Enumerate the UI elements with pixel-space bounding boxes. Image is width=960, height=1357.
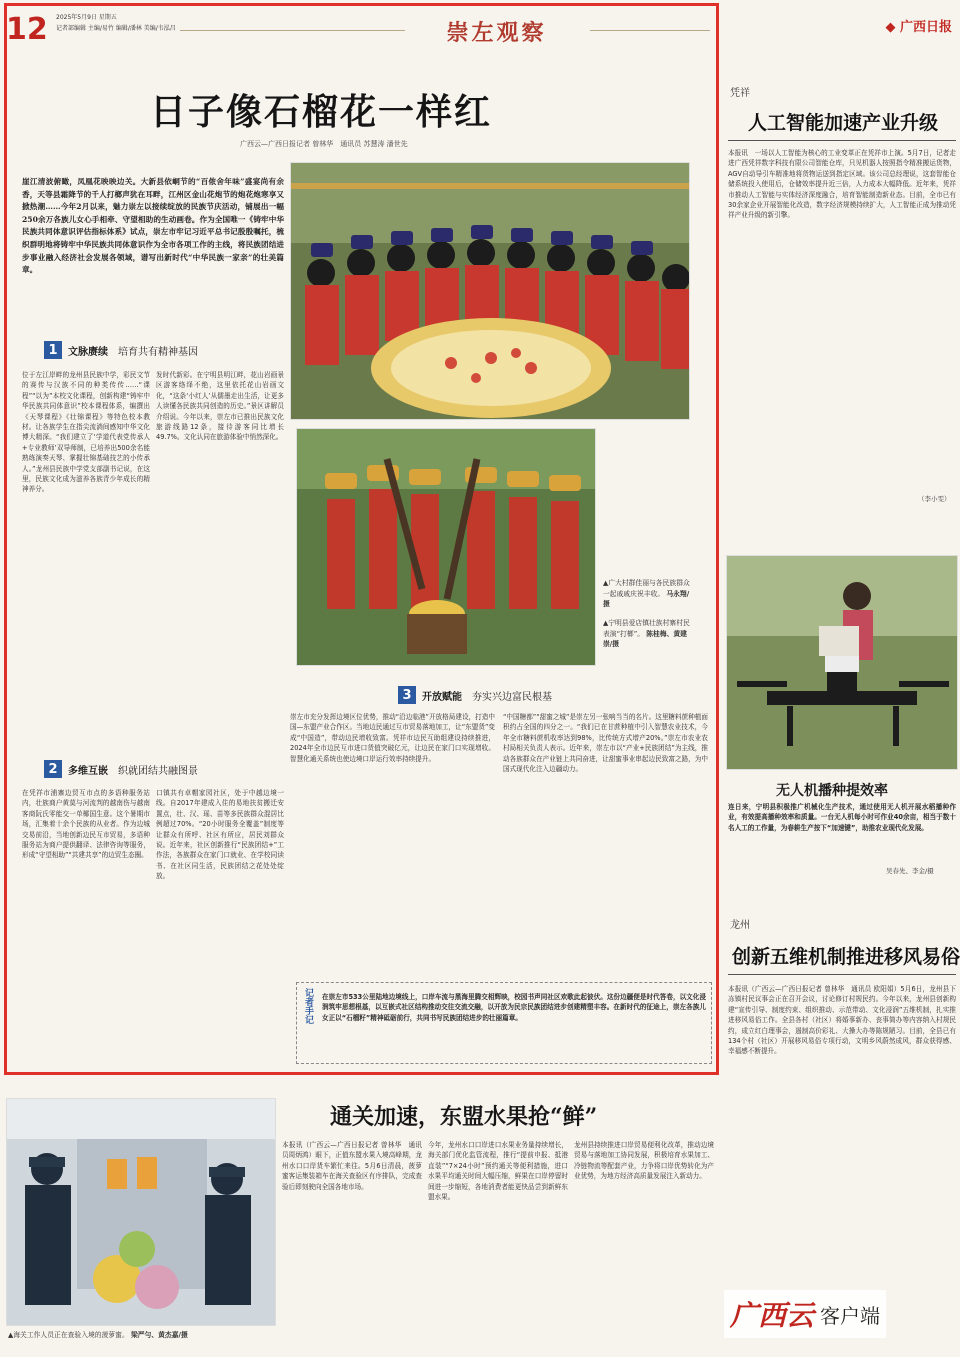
caption-pointer-icon: ▲ [8,1331,14,1339]
page-number: 12 [6,12,48,47]
app-suffix: 客户端 [820,1303,881,1328]
bottom-photo-credit: 梁严勻、黄杰嘉/摄 [130,1331,188,1339]
bottom-photo-caption-text: 海关工作人员正在查验入境的菠萝蜜。 [13,1331,129,1339]
section-3-header [398,686,556,704]
main-headline: 日子像石榴花一样红 [150,91,493,133]
photo-rice-pounding-image [297,429,596,666]
col1-text: 位于左江岸畔的龙州县民族中学，彩民文节的赛传与汉族不同的种类传传……“课程”“以为”本校文化课程，创新构建“铸牢中华民族共同体意识”校本课程体系，编撰出《天琴课程》《壮锦课程》等特色校本教材。让各族学生在指尖流淌间感知中华文化博大精深。“我们建立了‘学道代表党传承人+专业教师’双导师制，已培养出500余名能熟练演奏天琴、掌握壮锦基础技艺的小传承人。”龙州县民族中学党支部副书记说，在这里，民族文化成为滋养各族青少年成长的精神养分。 [22,371,150,494]
logo-mark-icon: ◆ [885,20,896,35]
photo-rice-pounding [296,428,596,666]
photo-festival-feast-image [291,163,690,420]
app-brand: 广西云 [730,1299,815,1332]
photo-drone-seeding [726,555,958,770]
reporter-notes-label: 记者手记 [298,988,314,1024]
section-1-number: 1 [44,341,62,359]
section-3-sub: 夯实兴边富民根基 [472,691,552,703]
sidebar-story3-text: 本报讯（广西云—广西日报记者 曾林华 通讯员 欧阳娟）5月6日，龙州县下冻镇村民议事会正在召开会议，讨论修订村规民约。今年以来，龙州县创新构建“宣传引导、制度约束、组织推动、示范带动、文化浸润”五维机制，扎实推进移风易俗工作。全县各村（社区）将婚事新办、丧事简办等内容纳入村规民约，成立红白理事会，遏制高价彩礼、大操大办等陈规陋习。目前，全县已有134个村（社区）开展移风易俗专项行动，文明乡风蔚然成风，群众获得感、幸福感不断提升。 [728,985,956,1056]
bottom-headline: 通关加速，东盟水果抢“鲜” [330,1104,598,1130]
col6-text: “中国糖都”“甜蜜之城”是崇左另一张响当当的名片。这里糖料蔗种植面积约占全国的四分之一。“我们已在甘蔗种植中引入智慧农业技术，今年全市糖料蔗机收率达到98%，比传统方式增产20%。”崇左市农业农村局相关负责人表示。近年来，崇左市以“产业+民族团结”为主线，推动各族群众在产业链上共同奋进，让甜蜜事业串起边民致富之路，为中国式现代化注入边疆动力。 [503,713,708,774]
sidebar-story2-headline: 无人机播种提效率 [776,783,888,799]
sidebar-story1-author: （李小雯） [918,495,951,503]
sidebar-story2-text: 连日来，宁明县积极推广机械化生产技术，通过使用无人机开展水稻播种作业，有效提高播种效率和质量。一台无人机每小时可作业40余亩，相当于数十名人工的工作量，为春耕生产按下“加速键”，助推农业现代化发展。 [728,803,956,832]
sidebar-story2-credit: 吴春先、李金/摄 [886,867,934,875]
bottom-col1-text: 本报讯（广西云—广西日报记者 曾林华 通讯员周炳鸿）眼下，正值东盟水果入境高峰期，龙州水口口岸货车繁忙来往。5月6日清晨，菠萝蜜客运集装箱车在海关查验区有序排队，完成查验后即刻驶向全国各地市场。 [282,1141,422,1191]
section-title: 崇左观察 [446,20,547,46]
col4-text: 口镇共有卓帽家园社区，处于中越边境一线。自2017年建成入住的易地扶贫搬迁安置点，壮、汉、瑶、苗等多民族群众混居比例超过70%。“20小时服务全覆盖”制度等让群众有所呼、社区有所应，居民刘群众说。近年来，社区创新推行“民族团结+”工作法，各族群众在家门口就业、在学校同读书、在社区同生活，民族团结之花处处绽放。 [156,789,284,881]
section-2-header [44,760,202,778]
section-2-number: 2 [44,760,62,778]
section-2-label: 多维互嵌 [68,765,108,777]
sidebar-story3-headline: 创新五维机制推进移风易俗 [732,946,960,968]
photo-festival-feast [290,162,690,420]
section-1-sub: 培育共有精神基因 [118,346,198,358]
bottom-col3-text: 龙州县持续推进口岸贸易便利化改革，推动边境贸易与落地加工协同发展，积极培育水果加工、冷链物流等配套产业，力争将口岸优势转化为产业优势，为地方经济高质量发展注入新动力。 [574,1141,714,1181]
col5-text: 崇左市充分发挥边境区位优势，推动“沿边临港”开放格局建设，打造中国—东盟产业合作区。当地边民通过互市贸易落地加工，让“东盟货”变成“中国造”，带动边民增收致富。凭祥市边民互助组建设持续推进，2024年全市边民互市进口货值突破亿元，让边民在家门口实现增收。智慧化通关系统也使边境口岸运行效率持续提升。 [290,713,495,763]
photo-customs-inspection [6,1098,276,1326]
sidebar-story1-text: 本报讯 一场以人工智能为核心的工业变革正在凭祥市上演。5月7日，记者走进广西凭祥数字科技有限公司智能仓库，只见机器人按照指令精准搬运货物，AGV自动导引车精准地将货物运送到指定区域。该公司总经理说，这套智能仓储系统投入使用后，仓储效率提升近三倍，人力成本大幅降低。近年来，凭祥市推动人工智能与实体经济深度融合，培育智能制造新业态。目前，全市已有30余家企业开展智能化改造，数字经济规模持续扩大，人工智能正成为推动凭祥产业升级的新引擎。 [728,149,956,220]
sidebar-story1-headline: 人工智能加速产业升级 [748,112,939,134]
main-byline: 广西云—广西日报记者 曾林华 通讯员 苏慧涛 潘世先 [240,140,408,148]
photo-drone-seeding-image [727,556,958,770]
section-1-label: 文脉赓续 [68,346,108,358]
caption-pointer-icon: ▲ [603,579,609,587]
sidebar-story1-location: 凭祥 [730,88,750,99]
newspaper-logo [885,16,952,35]
photo2-caption-text: 宁明县爱店镇壮族村寨村民表演“打榔”。 [603,619,690,638]
col2-text: 发时代新彩。在宁明县明江畔，花山岩画景区游客络绎不绝，这里依托花山岩画文化，“这条‘小红人’从儒墨走出生活，让更多人读懂各民族共同创造的历史。”景区讲解员介绍说。今年以来，崇左市已推出民族文化旅游线路12条，接待游客同比增长49.7%。文化认同在旅游体验中悄然深化。 [156,371,284,442]
photo1-caption-text: 广大村群佳丽与各民族群众一起戚戚庆祝丰收。 [603,579,690,598]
masthead-editors: 记者部编辑 主编/易竹 编辑/潘林 美编/韦泓昌 [56,25,176,32]
section-3-label: 开放赋能 [422,691,462,703]
photo1-caption [603,578,695,610]
section-1-header [44,341,202,359]
app-watermark [724,1290,886,1338]
photo-customs-inspection-image [7,1099,276,1326]
photo2-caption [603,618,695,650]
col3-text: 在凭祥市浦寨边贸互市点的多语种服务站内，壮族商户黄莫与河流判的越南伤与越南客商阮氏零能交一单椰国生意。这个暑期市场，汇集着十余个民族的从业者。作为边城交易前沿，当地创新边民互市贸易，多语种服务站为商户提供翻译、法律咨询等服务，形成“守望相助”“共建共享”的边贸生态圈。 [22,789,150,860]
masthead-date: 2025年5月9日 星期五 [56,14,117,21]
caption-pointer-icon: ▲ [603,619,609,627]
lead-paragraph: 崖江清波俯瞰，凤凰花映映边关。大新县依峒节的“百侬舍年味”盛宴尚有余香，天等县霜降节的千人打榔声犹在耳畔，江州区金山花炮节的炮花炮寒享又掀热潮……今年2月以来，魅力崇左以接续绽放的民族节庆活动，铺展出一幅250余万各族儿女心手相牵、守望相助的生动画卷。作为全国唯一《铸牢中华民族共同体意识评估指标体系》试点，崇左市牢记习近平总书记殷殷嘱托，梳织群明地将铸牢中华民族共同体意识作为全市各项工作的主线，将民族团结进步事业融入经济社会发展各领域，谱写出新时代“中华民族一家亲”的壮美篇章。 [22,177,284,275]
photo2-credit: 陈桂梅、黄建崇/摄 [603,629,687,648]
sidebar-story3-location: 龙州 [730,920,750,931]
section-3-number: 3 [398,686,416,704]
bottom-col2-text: 今年，龙州水口口岸进口水果业务量持续增长，海关部门优化监管流程，推行“提前申报、抵港直装”“7×24小时”预约通关等便利措施，进口水果平均通关时间大幅压缩，鲜果在口岸停留时间进一步缩短，各地消费者能更快品尝到新鲜东盟水果。 [428,1141,568,1202]
section-2-sub: 织就团结共融图景 [118,765,198,777]
bottom-photo-caption [8,1330,276,1341]
newspaper-brand: 广西日报 [899,20,952,35]
reporter-notes-text: 在崇左市533公里陆地边境线上，口岸车流与黑海里腾交相辉映，校园书声同社区欢歌此起彼伏。这份边疆便是时代答卷，以文化浸润筑牢思想根基，以互嵌式社区结构推动交往交流交融，以开放为民宗民族团结进步创建精塑丰容。在新时代的征途上，崇左各族儿女正以“石榴籽”精神砥砺前行，共同书写民族团结进步的壮丽篇章。 [322,993,706,1022]
photo1-credit: 马永翔/摄 [603,589,690,608]
